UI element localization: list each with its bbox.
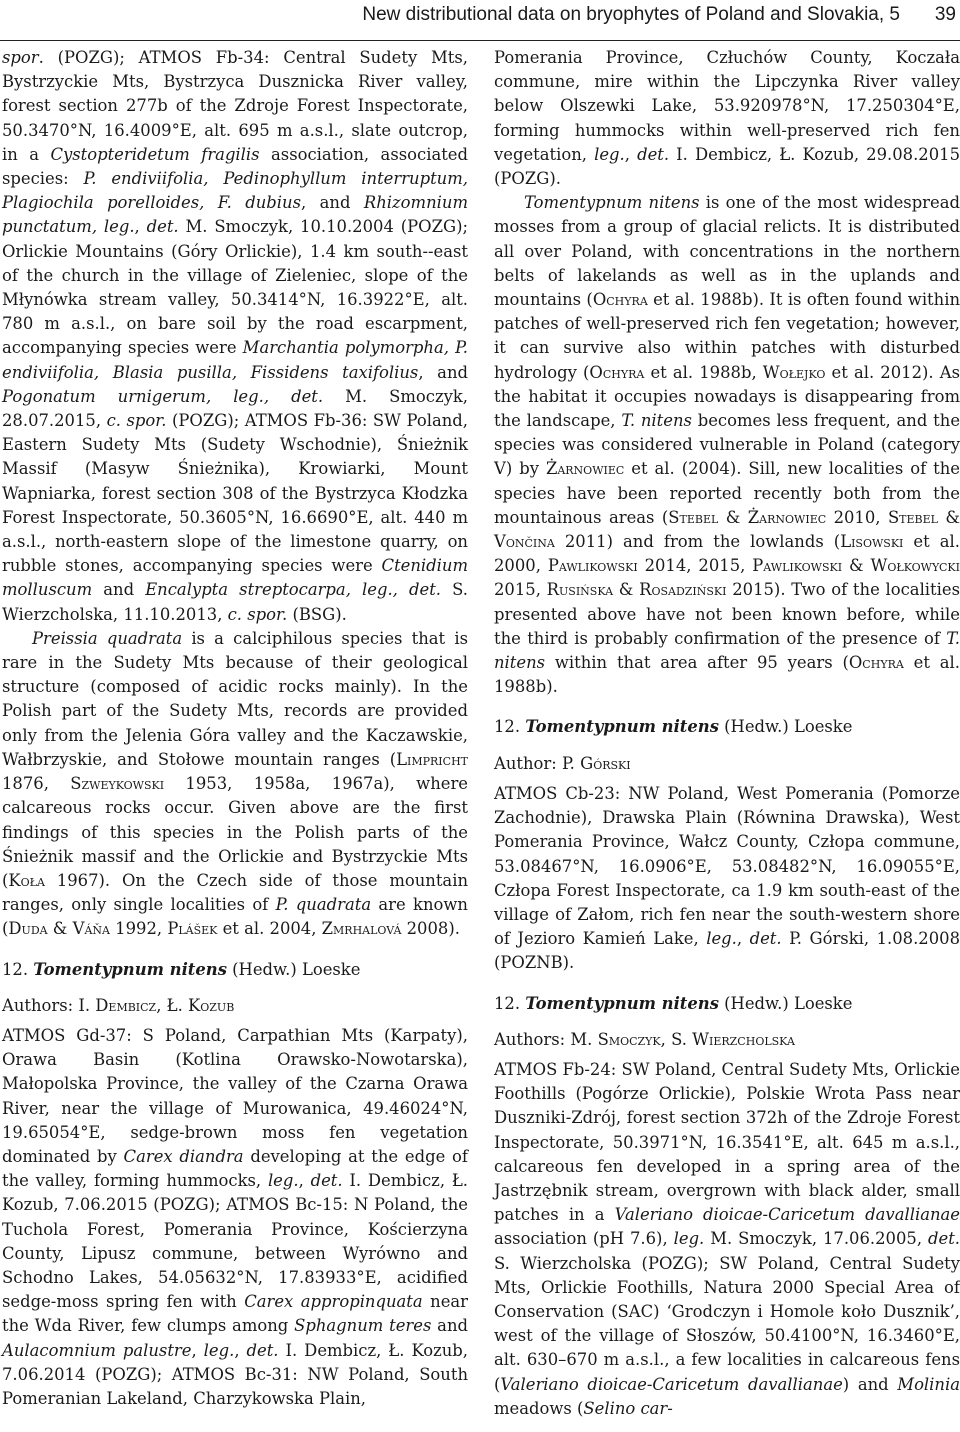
left-column [2, 46, 468, 1411]
paragraph-tomentypnum-records-cont: Pomerania Province, Człuchów County, Koczała commune, mire within the Lipczynka River valley below Olszewki Lake, 53.920978°N, 17.250304°E, forming hummocks within well-preserved rich fen vegetation, leg., det. I. Dembicz, Ł. Kozub, 29.08.2015 (POZG). [494, 48, 960, 189]
species-heading: 12. Tomentypnum nitens (Hedw.) Loeske [494, 717, 853, 737]
species-heading: 12. Tomentypnum nitens (Hedw.) Loeske [2, 959, 361, 979]
paragraph-smoczyk-records: ATMOS Fb-24: SW Poland, Central Sudety Mts, Orlickie Foothills (Pogórze Orlickie), Polskie Wrota Pass near Duszniki-Zdrój, forest section 372h of the Zdroje Forest Inspectorate, 50.3971°N, 16.3541°E, alt. 645 m a.s.l., calcareous fen developed in a spring area of the Jastrzębnik stream, overgrown with black alder, small patches in a Valeriano dioicae-Caricetum davallianae association (pH 7.6), leg. M. Smoczyk, 17.06.2005, det. S. Wierzcholska (POZG); SW Poland, Central Sudety Mts, Orlickie Foothills, Natura 2000 Special Area of Conservation (SAC) ‘Grodczyn i Homole koło Dusznik’, west of the village of Słoszów, 50.4100°N, 16.3460°E, alt. 630–670 m a.s.l., a few localities in calcareous fens (Valeriano dioicae-Caricetum davallianae) and Molinia meadows (Selino car- [494, 1059, 960, 1418]
paragraph-gorski-record: ATMOS Cb-23: NW Poland, West Pomerania (Pomorze Zachodnie), Drawska Plain (Równina Drawska), West Pomerania Province, Wałcz County, Człopa commune, 53.08467°N, 16.0906°E, 53.08482°N, 16.09055°E, Człopa Forest Inspectorate, ca 1.9 km south-east of the village of Załom, rich fen near the south-western shore of Jezioro Kamień Lake, leg., det. P. Górski, 1.08.2008 (POZNB). [494, 783, 960, 973]
paragraph-tomentypnum-discussion: Tomentypnum nitens is one of the most widespread mosses from a group of glacial relicts. It is distributed all over Poland, with concentrations in the northern belts of lakelands as well as in the uplands and mountains (Ochyra et al. 1988b). It is often found within patches of well-preserved rich fen vegetation; however, it can survive also within patches with disturbed hydrology (Ochyra et al. 1988b, Wołejko et al. 2012). As the habitat it occupies nowadays is disappearing from the landscape, T. nitens becomes less frequent, and the species was considered vulnerable in Poland (category V) by Żarnowiec et al. (2004). Sill, new localities of the species have been reported recently both from the mountainous areas (Stebel & Żarnowiec 2010, Stebel & Vončina 2011) and from the lowlands (Lisowski et al. 2000, Pawlikowski 2014, 2015, Pawlikowski & Wołkowycki 2015, Rusińska & Rosadziński 2015). Two of the localities presented above have not been known before, while the third is probably confirmation of the presence of T. nitens within that area after 95 years (Ochyra et al. 1988b). [494, 193, 960, 697]
authors-line: Authors: M. Smoczyk, S. Wierzcholska [494, 1029, 795, 1049]
paragraph-preissia-discussion: Preissia quadrata is a calciphilous species that is rare in the Sudety Mts because of their geological structure (composed of acidic rocks mainly). In the Polish part of the Sudety Mts, records are provided only from the Jelenia Góra valley and the Kaczawskie, Wałbrzyskie, and Stołowe mountain ranges (Limpricht 1876, Szweykowski 1953, 1958a, 1967a), where calcareous rocks occur. Given above are the first findings of this species in the Polish parts of the Śnieżnik massif and the Orlickie and Bystrzyckie Mts (Koła 1967). On the Czech side of those mountain ranges, only single localities of P. quadrata are known (Duda & Váňa 1992, Plášek et al. 2004, Zmrhalová 2008). [2, 628, 468, 939]
page-number: 39 [934, 4, 956, 25]
running-head [0, 0, 960, 41]
authors-line: Authors: I. Dembicz, Ł. Kozub [2, 995, 235, 1015]
species-heading: 12. Tomentypnum nitens (Hedw.) Loeske [494, 993, 853, 1013]
author-line: Author: P. Górski [494, 753, 631, 773]
paragraph-tomentypnum-records: ATMOS Gd-37: S Poland, Carpathian Mts (Karpaty), Orawa Basin (Kotlina Orawsko-Nowotarska), Małopolska Province, the valley of the Czarna Orawa River, near the village of Murowanica, 49.46024°N, 19.65054°E, sedge-brown moss fen vegetation dominated by Carex diandra developing at the edge of the valley, forming hummocks, leg., det. I. Dembicz, Ł. Kozub, 7.06.2015 (POZG); ATMOS Bc-15: N Poland, the Tuchola Forest, Pomerania Province, Kościerzyna County, Lipusz commune, between Wyrówno and Schodno Lakes, 54.05632°N, 17.83933°E, acidified sedge-moss spring fen with Carex appropinquata near the Wda River, few clumps among Sphagnum teres and Aulacomnium palustre, leg., det. I. Dembicz, Ł. Kozub, 7.06.2014 (POZG); ATMOS Bc-31: NW Poland, South Pomeranian Lakeland, Charzykowska Plain, [2, 1025, 469, 1408]
journal-running-title: New distributional data on bryophytes of Poland and Slovakia, 5 [362, 4, 900, 25]
right-column [494, 46, 960, 1421]
paragraph-preissia-records: spor. (POZG); ATMOS Fb-34: Central Sudety Mts, Bystrzyckie Mts, Bystrzyca Dusznicka River valley, forest section 277b of the Zdroje Forest Inspectorate, 50.3470°N, 16.4009°E, alt. 695 m a.s.l., slate outcrop, in a Cystopteridetum fragilis association, associated species: P. endiviifolia, Pedinophyllum interruptum, Plagiochila porelloides, F. dubius, and Rhizomnium punctatum, leg., det. M. Smoczyk, 10.10.2004 (POZG); Orlickie Mountains (Góry Orlickie), 1.4 km south--east of the church in the village of Zieleniec, slope of the Młynówka stream valley, 50.3414°N, 16.3922°E, alt. 780 m a.s.l., on bare soil by the road escarpment, accompanying species were Marchantia polymorpha, P. endiviifolia, Blasia pusilla, Fissidens taxifolius, and Pogonatum urnigerum, leg., det. M. Smoczyk, 28.07.2015, c. spor. (POZG); ATMOS Fb-36: SW Poland, Eastern Sudety Mts (Sudety Wschodnie), Śnieżnik Massif (Masyw Śnieżnika), Krowiarki, Mount Wapniarka, forest section 308 of the Bystrzyca Kłodzka Forest Inspectorate, 50.3605°N, 16.6690°E, alt. 440 m a.s.l., north-eastern slope of the limestone quarry, on rubble stones, accompanying species were Ctenidium molluscum and Encalypta streptocarpa, leg., det. S. Wierzcholska, 11.10.2013, c. spor. (BSG). [2, 48, 469, 624]
